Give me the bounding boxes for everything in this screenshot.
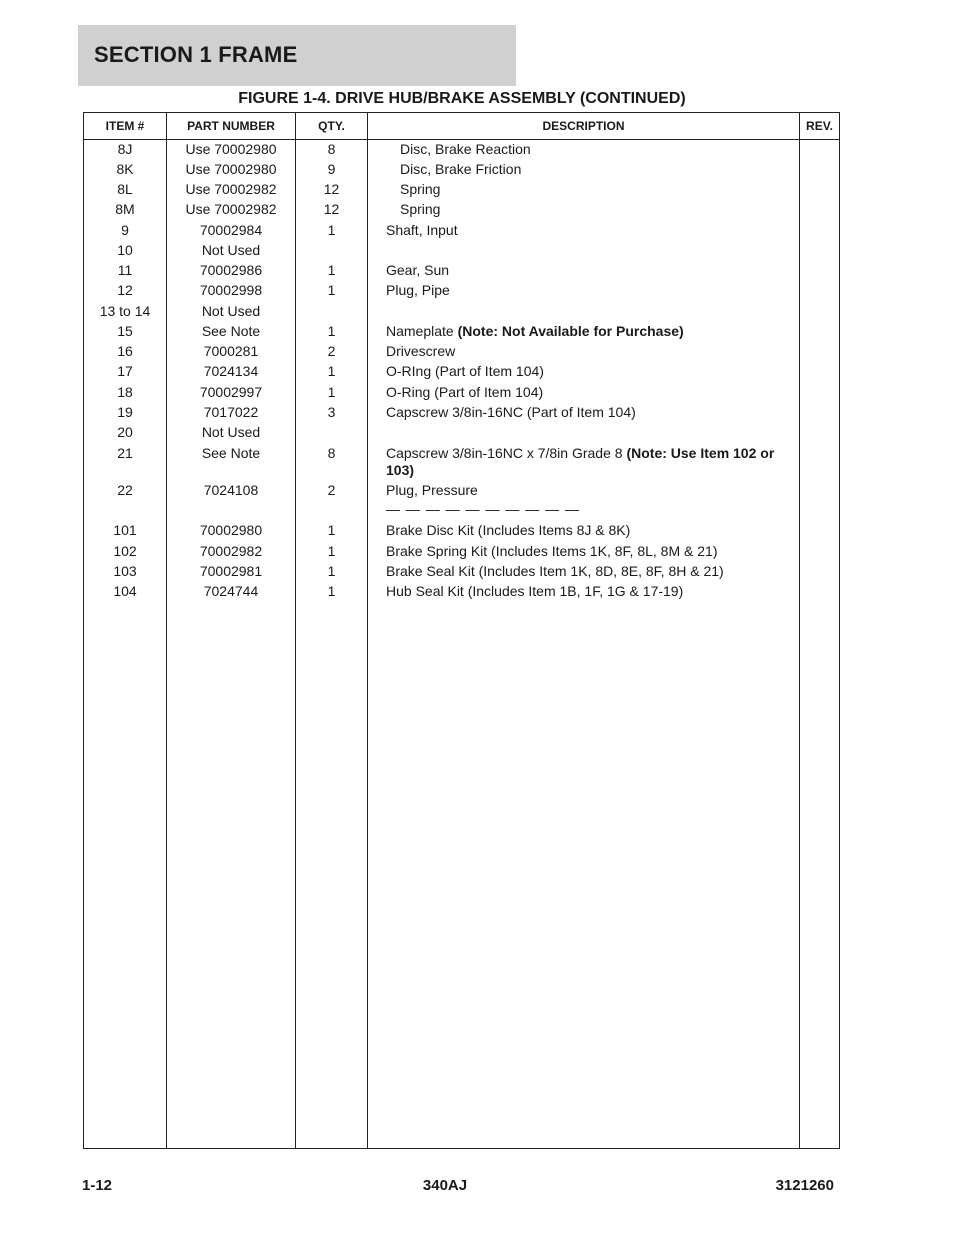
part-number: Use 70002982 — [185, 181, 277, 197]
item-number: 8K — [116, 161, 134, 177]
quantity: 1 — [327, 222, 336, 238]
part-number: See Note — [201, 445, 261, 461]
description — [386, 482, 786, 499]
part-number: 70002981 — [199, 563, 263, 579]
description-text: Disc, Brake Reaction — [400, 141, 531, 157]
quantity: 1 — [327, 583, 336, 599]
header-qty: QTY. — [318, 119, 345, 133]
description — [386, 543, 786, 560]
quantity: 2 — [327, 343, 336, 359]
item-number: 9 — [121, 222, 129, 238]
quantity: 3 — [327, 404, 336, 420]
column-divider — [367, 113, 368, 1148]
document-number: 3121260 — [775, 1177, 834, 1194]
item-number: 16 — [117, 343, 133, 359]
header-divider — [84, 139, 839, 140]
quantity: 8 — [327, 445, 336, 461]
item-number: 21 — [117, 445, 133, 461]
part-number: 70002986 — [199, 262, 263, 278]
description-text: Gear, Sun — [386, 262, 450, 278]
part-number: Not Used — [201, 303, 261, 319]
item-number: 8L — [117, 181, 133, 197]
part-number: Use 70002980 — [185, 161, 277, 177]
kit-separator: — — — — — — — — — — — [386, 501, 581, 517]
description-text: Spring — [400, 201, 441, 217]
description-text: Nameplate — [386, 323, 458, 339]
section-header — [78, 25, 516, 86]
description — [386, 404, 786, 421]
description-note: (Note: Use Item 102 or 103) — [386, 445, 775, 478]
model-number: 340AJ — [422, 1177, 468, 1194]
description — [386, 282, 786, 299]
description — [386, 262, 786, 279]
description-text: Disc, Brake Friction — [400, 161, 522, 177]
part-number: 7000281 — [203, 343, 259, 359]
column-divider — [799, 113, 800, 1148]
part-number: 70002980 — [199, 522, 263, 538]
header-item: ITEM # — [105, 119, 145, 133]
item-number: 104 — [113, 583, 137, 599]
description — [386, 384, 786, 401]
part-number: 7024134 — [203, 363, 259, 379]
description — [386, 563, 786, 580]
description — [386, 323, 786, 340]
part-number: Use 70002980 — [185, 141, 277, 157]
item-number: 18 — [117, 384, 133, 400]
page-number: 1-12 — [82, 1177, 113, 1194]
description-text: Capscrew 3/8in-16NC x 7/8in Grade 8 — [386, 445, 627, 461]
part-number: 70002997 — [199, 384, 263, 400]
description-text: Drivescrew — [386, 343, 456, 359]
description — [386, 363, 786, 380]
part-number: Use 70002982 — [185, 201, 277, 217]
item-number: 17 — [117, 363, 133, 379]
quantity: 1 — [327, 282, 336, 298]
part-number: 7024744 — [203, 583, 259, 599]
part-number: 70002982 — [199, 543, 263, 559]
description — [386, 522, 786, 539]
parts-table — [83, 112, 840, 1149]
quantity: 1 — [327, 543, 336, 559]
item-number: 15 — [117, 323, 133, 339]
description — [400, 161, 786, 178]
item-number: 8J — [117, 141, 133, 157]
description-text: Plug, Pipe — [386, 282, 450, 298]
quantity: 8 — [327, 141, 336, 157]
quantity: 1 — [327, 262, 336, 278]
description — [386, 343, 786, 360]
description — [400, 201, 786, 218]
item-number: 8M — [115, 201, 135, 217]
description-text: Shaft, Input — [386, 222, 458, 238]
item-number: 101 — [113, 522, 137, 538]
figure-title: FIGURE 1-4. DRIVE HUB/BRAKE ASSEMBLY (CONTINUED) — [238, 90, 686, 107]
part-number: 7017022 — [203, 404, 259, 420]
item-number: 11 — [117, 262, 133, 278]
description-note: (Note: Not Available for Purchase) — [457, 323, 684, 339]
description-text: Brake Disc Kit (Includes Items 8J & 8K) — [386, 522, 631, 538]
quantity: 1 — [327, 563, 336, 579]
item-number: 20 — [117, 424, 133, 440]
description-text: Spring — [400, 181, 441, 197]
description-text: Capscrew 3/8in-16NC (Part of Item 104) — [386, 404, 636, 420]
description — [386, 445, 786, 479]
item-number: 12 — [117, 282, 133, 298]
section-title: SECTION 1 FRAME — [94, 42, 298, 67]
description — [386, 583, 786, 600]
quantity: 2 — [327, 482, 336, 498]
quantity: 12 — [323, 201, 340, 217]
item-number: 103 — [113, 563, 137, 579]
description-text: Plug, Pressure — [386, 482, 478, 498]
part-number: 7024108 — [203, 482, 259, 498]
quantity: 1 — [327, 522, 336, 538]
header-part-number: PART NUMBER — [187, 119, 275, 133]
quantity: 1 — [327, 323, 336, 339]
description — [400, 141, 786, 158]
part-number: 70002998 — [199, 282, 263, 298]
description-text: Hub Seal Kit (Includes Item 1B, 1F, 1G & 17-19) — [386, 583, 684, 599]
quantity: 9 — [327, 161, 336, 177]
description-text: O-RIng (Part of Item 104) — [386, 363, 544, 379]
description — [400, 181, 786, 198]
header-description: DESCRIPTION — [542, 119, 625, 133]
part-number: Not Used — [201, 242, 261, 258]
item-number: 102 — [113, 543, 137, 559]
description-text: Brake Spring Kit (Includes Items 1K, 8F, 8L, 8M & 21) — [386, 543, 718, 559]
part-number: See Note — [201, 323, 261, 339]
item-number: 19 — [117, 404, 133, 420]
description — [386, 222, 786, 239]
part-number: Not Used — [201, 424, 261, 440]
item-number: 22 — [117, 482, 133, 498]
header-rev: REV. — [806, 119, 833, 133]
part-number: 70002984 — [199, 222, 263, 238]
item-number: 13 to 14 — [99, 303, 151, 319]
description-text: O-Ring (Part of Item 104) — [386, 384, 544, 400]
quantity: 1 — [327, 384, 336, 400]
description-text: Brake Seal Kit (Includes Item 1K, 8D, 8E, 8F, 8H & 21) — [386, 563, 724, 579]
item-number: 10 — [117, 242, 133, 258]
quantity: 12 — [323, 181, 340, 197]
quantity: 1 — [327, 363, 336, 379]
